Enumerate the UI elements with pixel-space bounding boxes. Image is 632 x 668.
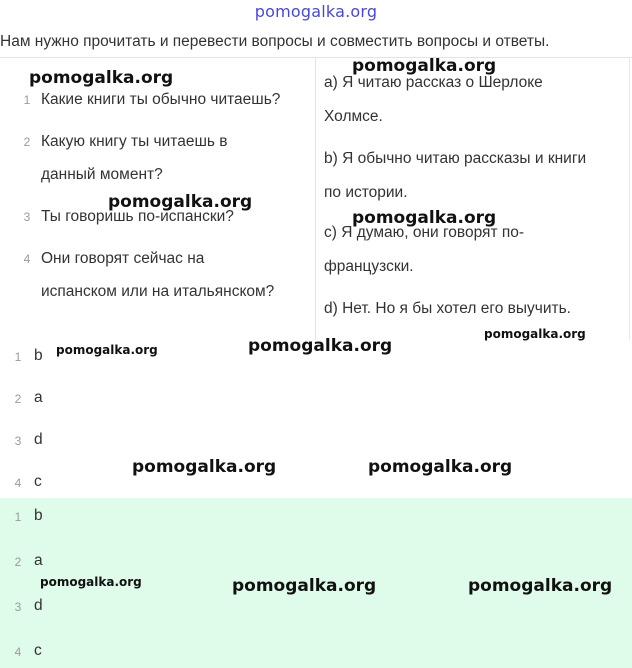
watermark: pomogalka.org bbox=[40, 575, 142, 589]
site-header[interactable]: pomogalka.org bbox=[254, 2, 378, 21]
question-line: испанском или на итальянском? bbox=[41, 283, 275, 300]
column-divider bbox=[315, 58, 316, 341]
answer-option-line: d) Нет. Но я бы хотел его выучить. bbox=[324, 300, 571, 317]
answer-number: 4 bbox=[14, 476, 22, 490]
answer-option-line: французски. bbox=[324, 258, 414, 275]
task-instruction: Нам нужно прочитать и перевести вопросы и совместить вопросы и ответы. bbox=[0, 33, 550, 50]
answer-value: d bbox=[34, 597, 43, 614]
answer-option bbox=[324, 66, 624, 134]
watermark: pomogalka.org bbox=[352, 56, 497, 76]
watermark: pomogalka.org bbox=[468, 576, 613, 596]
answer-number: 2 bbox=[14, 392, 22, 406]
watermark: pomogalka.org bbox=[484, 327, 586, 341]
question-line: Какую книгу ты читаешь в bbox=[41, 133, 228, 150]
watermark: pomogalka.org bbox=[232, 576, 377, 596]
watermark: pomogalka.org bbox=[132, 457, 277, 477]
answer-value: b bbox=[34, 347, 43, 364]
answer-value: b bbox=[34, 507, 43, 524]
question-line: данный момент? bbox=[41, 166, 163, 183]
answer-option-line: Холмсе. bbox=[324, 108, 383, 125]
answer-value: c bbox=[34, 473, 42, 490]
question-line: Они говорят сейчас на bbox=[41, 250, 205, 267]
answer-number: 4 bbox=[14, 645, 22, 659]
question-text bbox=[41, 125, 313, 191]
watermark: pomogalka.org bbox=[368, 457, 513, 477]
answer-number: 3 bbox=[14, 600, 22, 614]
question-number: 3 bbox=[23, 210, 31, 224]
column-right-edge bbox=[629, 58, 630, 341]
answer-option bbox=[324, 292, 624, 326]
task-table bbox=[0, 57, 632, 340]
answer-number: 2 bbox=[14, 555, 22, 569]
question-text bbox=[41, 242, 313, 308]
answer-value: d bbox=[34, 431, 43, 448]
watermark: pomogalka.org bbox=[56, 343, 158, 357]
answer-value: c bbox=[34, 642, 42, 659]
answer-value: a bbox=[34, 552, 43, 569]
question-number: 4 bbox=[23, 252, 31, 266]
answer-option-line: по истории. bbox=[324, 184, 408, 201]
watermark: pomogalka.org bbox=[108, 192, 253, 212]
answer-number: 1 bbox=[14, 510, 22, 524]
watermark: pomogalka.org bbox=[248, 336, 393, 356]
answer-list-plain bbox=[0, 340, 632, 498]
answer-number: 3 bbox=[14, 434, 22, 448]
answer-option-line: a) Я читаю рассказ о Шерлоке bbox=[324, 74, 543, 91]
answer-option-line: b) Я обычно читаю рассказы и книги bbox=[324, 150, 587, 167]
question-number: 2 bbox=[23, 135, 31, 149]
question-line: Ты говоришь по-испански? bbox=[41, 208, 234, 225]
question-number: 1 bbox=[23, 93, 31, 107]
watermark: pomogalka.org bbox=[352, 208, 497, 228]
question-line: Какие книги ты обычно читаешь? bbox=[41, 91, 281, 108]
answer-value: a bbox=[34, 389, 43, 406]
answer-option bbox=[324, 142, 624, 210]
answer-option-line: c) Я думаю, они говорят по- bbox=[324, 224, 525, 241]
watermark: pomogalka.org bbox=[29, 68, 174, 88]
answer-number: 1 bbox=[14, 350, 22, 364]
